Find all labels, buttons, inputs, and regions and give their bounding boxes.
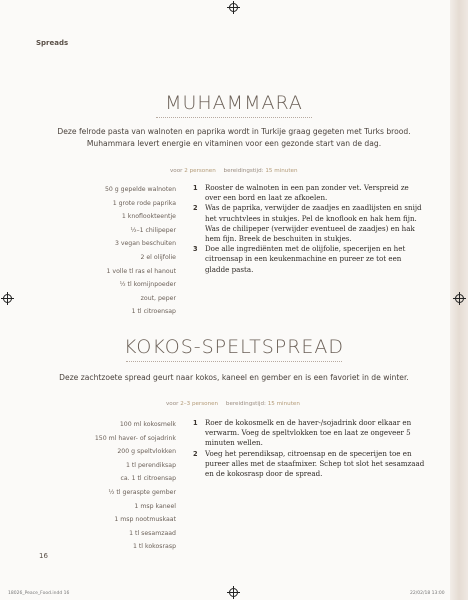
servings-value: 2–3 personen (180, 401, 219, 407)
title-divider (126, 361, 342, 362)
step-number: 1 (193, 184, 198, 192)
registration-mark-right (455, 294, 464, 303)
step-number: 3 (193, 245, 198, 254)
time-label: bereidingstijd: (225, 401, 266, 407)
step-item (193, 418, 425, 449)
step-item (193, 203, 425, 244)
ingredient-list (60, 183, 176, 319)
ingredient-item: 2 el olijfolie (140, 253, 176, 261)
ingredient-item: 150 ml haver- of sojadrink (94, 434, 176, 442)
title-divider (156, 117, 312, 118)
time-value: 15 minuten (267, 401, 300, 407)
recipe-title: KOKOS-SPELTSPREAD (123, 336, 345, 358)
recipe-intro: Deze felrode pasta van walnoten en paprika wordt in Turkije graag gegeten met Turks brood. Muhammara levert energie en vitaminen voor een gezonde start van de dag. (57, 127, 411, 148)
section-label: Spreads (36, 39, 69, 47)
ingredient-item: 50 g gepelde walnoten (104, 186, 176, 193)
servings-value: 2 personen (184, 168, 216, 174)
ingredient-item: ½–1 chilipeper (130, 226, 176, 234)
ingredient-item: ca. 1 tl citroensap (120, 475, 176, 483)
ingredient-item: 1 tl citroensap (131, 308, 176, 316)
ingredient-item: 200 g speltvlokken (117, 448, 176, 456)
step-number: 1 (193, 419, 198, 427)
ingredient-item: 1 grote rode paprika (112, 199, 176, 207)
ingredient-item: 1 knoflookteentje (121, 213, 176, 221)
ingredient-item: zout, peper (140, 294, 176, 302)
servings-label: voor (170, 168, 183, 174)
ingredient-item: ½ tl komijnpoeder (119, 281, 176, 289)
step-text: Roer de kokosmelk en de haver-/sojadrink door elkaar en verwarm. Voeg de speltvlokken toe en laat ze ongeveer 5 minuten wellen. (205, 418, 412, 448)
time-label: bereidingstijd: (223, 168, 264, 174)
step-item (193, 449, 425, 480)
ingredient-item: 100 ml kokosmelk (119, 421, 176, 428)
slug-filename: 18026_Peace_Food.indd 16 (8, 591, 70, 596)
ingredient-list (60, 418, 176, 554)
recipe-meta (170, 168, 298, 174)
step-list (193, 418, 425, 479)
time-value: 15 minuten (265, 168, 298, 174)
step-item (193, 183, 425, 203)
ingredient-item: 3 vegan beschuiten (114, 240, 176, 248)
ingredient-item: 1 volle tl ras el hanout (106, 267, 176, 275)
step-number: 2 (193, 204, 198, 213)
recipe-title: MUHAMMARA (165, 92, 303, 114)
step-text: Voeg het perendiksap, citroensap en de specerijen toe en pureer alles met de staafmixer. Schep tot slot het sesamzaad en de kokosrasp door de spread. (205, 448, 425, 479)
ingredient-item: 1 msp kaneel (134, 502, 176, 510)
step-number: 2 (193, 449, 198, 458)
step-text: Was de paprika, verwijder de zaadjes en zaadlijsten en snijd het vruchtvlees in stukjes. Pel de knoflook en hak hem fijn. Was de chilipeper (verwijder eventueel de zaadjes) en hak hem fijn. Breek de beschuiten in stukjes. (205, 203, 422, 244)
step-text: Rooster de walnoten in een pan zonder vet. Verspreid ze over een bord en laat ze afkoelen. (205, 183, 409, 203)
ingredient-item: 1 tl kokosrasp (132, 543, 176, 551)
recipe-intro: Deze zachtzoete spread geurt naar kokos, kaneel en gember en is een favoriet in de winter. (59, 373, 409, 382)
registration-mark-top (229, 3, 238, 12)
page-number: 16 (39, 552, 48, 560)
ingredient-item: 1 msp nootmuskaat (114, 516, 176, 524)
servings-label: voor (166, 401, 179, 407)
ingredient-item: 1 tl sesamzaad (129, 529, 176, 537)
step-text: Doe alle ingrediënten met de olijfolie, specerijen en het citroensap in een keukenmachine en pureer ze tot een gladde pasta. (205, 244, 406, 274)
ingredient-item: ½ tl geraspte gember (108, 488, 176, 496)
registration-mark-bottom (229, 588, 238, 597)
slug-date: 22/02/18 13:00 (410, 591, 445, 596)
step-list (193, 183, 425, 275)
ingredient-item: 1 tl perendiksap (125, 461, 176, 469)
step-item (193, 244, 425, 275)
registration-mark-left (3, 294, 12, 303)
recipe-meta (166, 401, 300, 407)
